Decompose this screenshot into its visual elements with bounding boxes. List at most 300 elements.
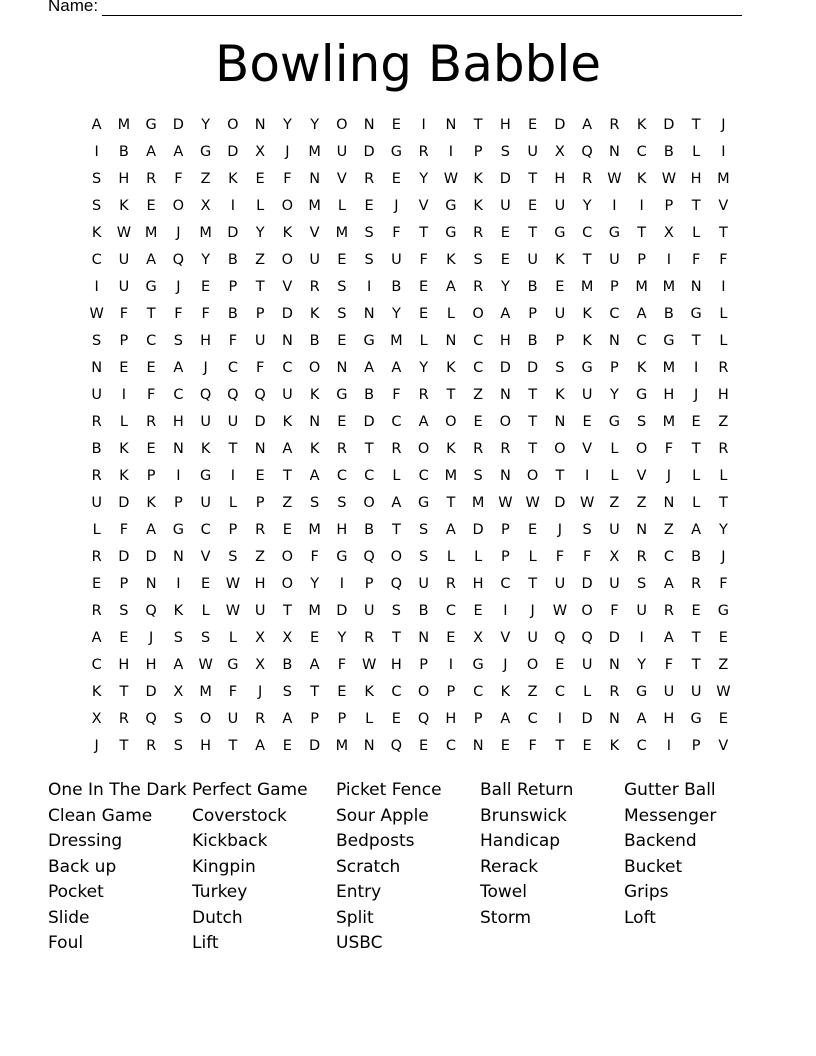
grid-letter: K [473, 198, 483, 214]
grid-letter: U [391, 252, 402, 268]
grid-letter: E [391, 711, 401, 727]
grid-letter: K [364, 684, 374, 700]
grid-letter: T [528, 576, 538, 592]
grid-letter: G [636, 387, 648, 403]
grid-letter: T [391, 522, 401, 538]
grid-letter: A [146, 144, 157, 160]
grid-letter: C [146, 333, 157, 349]
grid-letter: E [718, 630, 728, 646]
grid-letter: E [364, 198, 374, 214]
grid-letter: K [636, 360, 647, 376]
word-list-item: Clean Game [48, 805, 153, 826]
grid-letter: W [89, 306, 104, 322]
grid-letter: R [91, 603, 102, 619]
grid-letter: N [608, 333, 620, 349]
grid-letter: X [91, 711, 102, 727]
grid-letter: X [255, 657, 266, 673]
grid-letter: E [419, 738, 429, 754]
grid-letter: N [91, 360, 103, 376]
word-list-item: Ball Return [480, 780, 574, 800]
grid-letter: U [91, 495, 102, 511]
grid-letter: Z [473, 387, 484, 403]
grid-letter: T [691, 198, 701, 214]
grid-letter: T [691, 117, 701, 133]
grid-letter: U [309, 252, 320, 268]
grid-letter: S [92, 333, 102, 349]
word-list-item: Sour Apple [336, 805, 429, 826]
grid-letter: T [528, 441, 538, 457]
grid-letter: Q [254, 387, 266, 403]
grid-letter: H [200, 738, 212, 754]
grid-letter: A [146, 522, 157, 538]
grid-letter: L [365, 711, 374, 727]
grid-letter: F [119, 522, 129, 538]
grid-letter: H [472, 576, 484, 592]
grid-letter: K [500, 684, 511, 700]
grid-letter: E [446, 630, 456, 646]
grid-letter: Z [636, 495, 647, 511]
grid-letter: Z [609, 495, 620, 511]
grid-letter: T [691, 630, 701, 646]
grid-letter: U [418, 576, 429, 592]
grid-letter: R [473, 279, 484, 295]
grid-letter: O [499, 414, 512, 430]
grid-letter: O [336, 117, 348, 133]
grid-letter: S [582, 522, 592, 538]
grid-letter: C [91, 657, 102, 673]
grid-letter: K [446, 360, 456, 376]
grid-letter: G [472, 657, 484, 673]
grid-letter: U [527, 630, 538, 646]
grid-letter: T [228, 738, 238, 754]
grid-letter: G [663, 333, 675, 349]
grid-letter: C [282, 360, 293, 376]
grid-letter: P [364, 576, 374, 592]
grid-letter: U [363, 603, 375, 619]
grid-letter: N [554, 414, 566, 430]
grid-letter: E [337, 252, 347, 268]
grid-letter: D [472, 522, 484, 538]
grid-letter: D [145, 549, 157, 565]
grid-letter: M [471, 495, 485, 511]
grid-letter: K [555, 387, 565, 403]
grid-letter: J [176, 279, 181, 295]
grid-letter: C [227, 360, 238, 376]
grid-letter: E [255, 171, 265, 187]
grid-letter: Q [363, 549, 375, 565]
grid-letter: G [200, 468, 212, 484]
grid-letter: V [718, 738, 729, 754]
grid-letter: D [336, 603, 348, 619]
word-list-item: Kingpin [192, 856, 256, 877]
grid-letter: T [473, 117, 483, 133]
grid-letter: B [527, 279, 538, 295]
grid-letter: P [501, 522, 510, 538]
grid-letter: I [639, 630, 644, 646]
grid-letter: B [309, 333, 320, 349]
grid-letter: D [608, 630, 620, 646]
grid-letter: Y [337, 630, 347, 646]
grid-letter: X [554, 144, 565, 160]
grid-letter: F [392, 225, 401, 241]
grid-letter: G [200, 144, 212, 160]
grid-letter: G [418, 495, 430, 511]
word-list-item: Turkey [192, 882, 248, 902]
grid-letter: W [443, 171, 459, 187]
word-list-item: Entry [336, 882, 382, 902]
grid-letter: U [227, 414, 239, 430]
grid-letter: U [581, 387, 593, 403]
grid-letter: P [337, 711, 347, 727]
grid-letter: T [228, 441, 238, 457]
grid-letter: A [91, 117, 102, 133]
grid-letter: K [119, 468, 129, 484]
grid-letter: S [282, 684, 292, 700]
grid-letter: E [146, 198, 156, 214]
grid-letter: M [662, 360, 676, 376]
grid-letter: K [91, 225, 102, 241]
grid-letter: K [636, 117, 647, 133]
word-list-item: Loft [624, 907, 656, 928]
grid-letter: G [172, 522, 184, 538]
grid-letter: T [691, 333, 701, 349]
grid-letter: N [254, 441, 266, 457]
grid-letter: D [227, 144, 239, 160]
grid-letter: G [690, 306, 702, 322]
grid-letter: S [419, 522, 429, 538]
grid-letter: T [637, 225, 647, 241]
grid-letter: F [419, 252, 428, 268]
grid-letter: E [500, 225, 510, 241]
grid-letter: P [610, 279, 619, 295]
grid-letter: L [92, 522, 101, 538]
grid-letter: M [308, 198, 321, 214]
grid-letter: S [173, 630, 183, 646]
grid-letter: S [391, 603, 401, 619]
grid-letter: B [282, 657, 293, 673]
grid-letter: A [391, 360, 402, 376]
grid-letter: E [119, 360, 129, 376]
word-list-item: Bucket [624, 856, 683, 877]
grid-letter: V [582, 441, 593, 457]
grid-letter: L [392, 468, 401, 484]
grid-letter: R [473, 225, 484, 241]
grid-letter: C [636, 333, 647, 349]
grid-letter: S [637, 576, 647, 592]
grid-letter: H [499, 117, 511, 133]
grid-letter: P [528, 306, 537, 322]
grid-letter: Y [419, 360, 429, 376]
grid-letter: N [281, 333, 293, 349]
grid-letter: L [228, 630, 237, 646]
grid-letter: M [308, 603, 321, 619]
word-list-item: Perfect Game [192, 780, 308, 800]
grid-letter: A [691, 522, 702, 538]
word-list-item: Brunswick [480, 805, 567, 826]
grid-letter: Y [419, 171, 429, 187]
grid-letter: V [500, 630, 511, 646]
grid-letter: J [557, 522, 563, 538]
grid-letter: E [282, 522, 292, 538]
word-list-item: Bedposts [336, 831, 415, 851]
grid-letter: E [691, 603, 701, 619]
grid-letter: U [663, 684, 675, 700]
grid-letter: E [500, 738, 510, 754]
grid-letter: U [118, 252, 130, 268]
grid-letter: O [281, 198, 294, 214]
grid-letter: S [173, 711, 183, 727]
grid-letter: B [663, 306, 674, 322]
grid-letter: E [337, 333, 347, 349]
grid-letter: H [717, 387, 729, 403]
grid-letter: U [609, 522, 620, 538]
grid-letter: Z [200, 171, 211, 187]
word-list-item: Coverstock [192, 805, 287, 826]
grid-letter: C [500, 576, 511, 592]
grid-letter: U [554, 306, 566, 322]
grid-letter: K [282, 225, 293, 241]
grid-letter: O [390, 549, 403, 565]
grid-letter: L [583, 684, 592, 700]
grid-letter: R [582, 171, 593, 187]
grid-letter: O [554, 441, 566, 457]
grid-letter: U [554, 198, 566, 214]
grid-letter: J [530, 603, 535, 619]
grid-letter: Q [581, 144, 593, 160]
grid-letter: J [203, 360, 208, 376]
grid-letter: D [172, 117, 184, 133]
grid-letter: G [445, 225, 457, 241]
grid-letter: S [364, 252, 374, 268]
grid-letter: T [282, 468, 292, 484]
grid-letter: T [718, 225, 728, 241]
grid-letter: R [336, 441, 347, 457]
grid-letter: C [609, 306, 620, 322]
grid-letter: N [445, 333, 457, 349]
grid-letter: I [421, 117, 426, 133]
grid-letter: I [557, 711, 563, 727]
grid-letter: C [527, 711, 538, 727]
grid-letter: K [582, 333, 592, 349]
grid-letter: A [636, 306, 647, 322]
grid-letter: Y [582, 198, 592, 214]
grid-letter: M [635, 279, 648, 295]
grid-letter: M [199, 684, 212, 700]
grid-letter: E [255, 468, 265, 484]
grid-letter: O [635, 441, 648, 457]
grid-letter: M [144, 225, 158, 241]
grid-letter: N [418, 630, 430, 646]
grid-letter: R [445, 576, 456, 592]
grid-letter: J [257, 684, 263, 700]
grid-letter: O [227, 117, 239, 133]
grid-letter: M [390, 333, 403, 349]
grid-letter: J [285, 144, 290, 160]
grid-letter: D [527, 360, 539, 376]
grid-letter: A [500, 306, 511, 322]
grid-letter: H [254, 576, 266, 592]
grid-letter: F [146, 387, 156, 403]
grid-letter: R [146, 738, 157, 754]
grid-letter: T [119, 738, 129, 754]
grid-letter: T [528, 225, 538, 241]
grid-letter: U [91, 387, 102, 403]
grid-letter: C [445, 603, 456, 619]
grid-letter: D [581, 576, 593, 592]
grid-letter: D [118, 495, 130, 511]
grid-letter: M [717, 171, 730, 187]
grid-letter: P [555, 333, 565, 349]
grid-letter: A [500, 711, 511, 727]
grid-letter: R [146, 171, 157, 187]
grid-letter: N [172, 549, 184, 565]
grid-letter: S [473, 468, 483, 484]
grid-letter: Y [255, 225, 265, 241]
grid-letter: G [690, 711, 702, 727]
grid-letter: E [555, 657, 565, 673]
grid-letter: M [117, 117, 131, 133]
grid-letter: Y [282, 117, 292, 133]
grid-letter: X [663, 225, 674, 241]
word-list-item: Messenger [624, 805, 717, 826]
grid-letter: E [119, 630, 129, 646]
grid-letter: I [94, 144, 99, 160]
grid-letter: L [119, 414, 128, 430]
grid-letter: E [582, 738, 592, 754]
grid-letter: G [145, 279, 157, 295]
grid-letter: G [145, 117, 157, 133]
grid-letter: C [173, 387, 184, 403]
grid-letter: M [662, 414, 676, 430]
grid-letter: J [666, 468, 672, 484]
grid-letter: I [448, 144, 454, 160]
word-list-item: Gutter Ball [624, 780, 716, 800]
grid-letter: I [721, 144, 726, 160]
grid-letter: F [582, 549, 592, 565]
grid-letter: W [716, 684, 731, 700]
grid-letter: Q [199, 387, 212, 403]
word-list-item: Foul [48, 933, 84, 953]
grid-letter: I [230, 198, 236, 214]
grid-letter: F [664, 657, 674, 673]
grid-letter: S [419, 549, 429, 565]
grid-letter: W [661, 171, 677, 187]
grid-letter: E [528, 198, 538, 214]
grid-letter: L [256, 198, 265, 214]
grid-letter: C [91, 252, 102, 268]
grid-letter: L [719, 333, 728, 349]
grid-letter: R [418, 387, 429, 403]
grid-letter: N [172, 441, 184, 457]
grid-letter: P [255, 495, 265, 511]
grid-letter: U [636, 603, 647, 619]
grid-letter: N [145, 576, 157, 592]
grid-letter: N [336, 360, 348, 376]
grid-letter: P [228, 522, 238, 538]
grid-letter: C [582, 225, 593, 241]
grid-letter: O [281, 576, 294, 592]
grid-letter: R [91, 468, 102, 484]
grid-letter: K [173, 603, 184, 619]
grid-letter: T [528, 171, 538, 187]
grid-letter: F [337, 657, 347, 673]
grid-letter: I [639, 198, 644, 214]
grid-letter: C [473, 684, 484, 700]
grid-letter: S [555, 360, 565, 376]
grid-letter: U [554, 576, 566, 592]
grid-letter: E [419, 279, 429, 295]
name-underline [102, 0, 742, 16]
grid-letter: K [119, 198, 129, 214]
grid-letter: U [254, 603, 266, 619]
word-list-item: Rerack [480, 856, 539, 877]
grid-letter: P [310, 711, 319, 727]
grid-letter: E [201, 279, 211, 295]
page-title: Bowling Babble [215, 35, 601, 93]
grid-letter: I [721, 279, 726, 295]
grid-letter: B [418, 603, 429, 619]
grid-letter: F [555, 549, 565, 565]
grid-letter: S [201, 630, 211, 646]
grid-letter: R [91, 549, 102, 565]
grid-letter: V [636, 468, 647, 484]
grid-letter: G [363, 333, 375, 349]
grid-letter: A [173, 657, 184, 673]
grid-letter: N [499, 468, 511, 484]
grid-letter: N [363, 117, 375, 133]
grid-letter: E [146, 441, 156, 457]
grid-letter: A [582, 117, 593, 133]
grid-letter: I [584, 468, 590, 484]
grid-letter: U [690, 684, 702, 700]
grid-letter: E [337, 414, 347, 430]
grid-letter: X [255, 630, 266, 646]
grid-letter: K [309, 387, 320, 403]
grid-letter: M [662, 279, 676, 295]
grid-letter: Z [718, 414, 729, 430]
grid-letter: I [366, 279, 372, 295]
grid-letter: G [636, 684, 648, 700]
grid-letter: K [473, 171, 483, 187]
grid-letter: D [309, 738, 321, 754]
grid-letter: E [691, 414, 701, 430]
grid-letter: G [608, 225, 620, 241]
grid-letter: L [446, 549, 455, 565]
grid-letter: P [255, 306, 265, 322]
grid-letter: W [498, 495, 513, 511]
grid-letter: I [612, 198, 617, 214]
grid-letter: W [198, 657, 213, 673]
word-list-item: Slide [48, 907, 90, 928]
grid-letter: H [390, 657, 402, 673]
grid-letter: K [446, 252, 456, 268]
grid-letter: P [637, 252, 646, 268]
grid-letter: E [718, 711, 728, 727]
grid-letter: Q [390, 576, 403, 592]
grid-letter: I [230, 468, 236, 484]
grid-letter: R [663, 603, 674, 619]
grid-letter: N [472, 738, 484, 754]
grid-letter: E [337, 684, 347, 700]
grid-letter: G [581, 360, 593, 376]
grid-letter: T [555, 738, 565, 754]
grid-letter: F [664, 441, 674, 457]
grid-letter: R [418, 144, 429, 160]
grid-letter: L [610, 441, 619, 457]
grid-letter: T [391, 630, 401, 646]
grid-letter: B [118, 144, 129, 160]
grid-letter: G [445, 198, 457, 214]
